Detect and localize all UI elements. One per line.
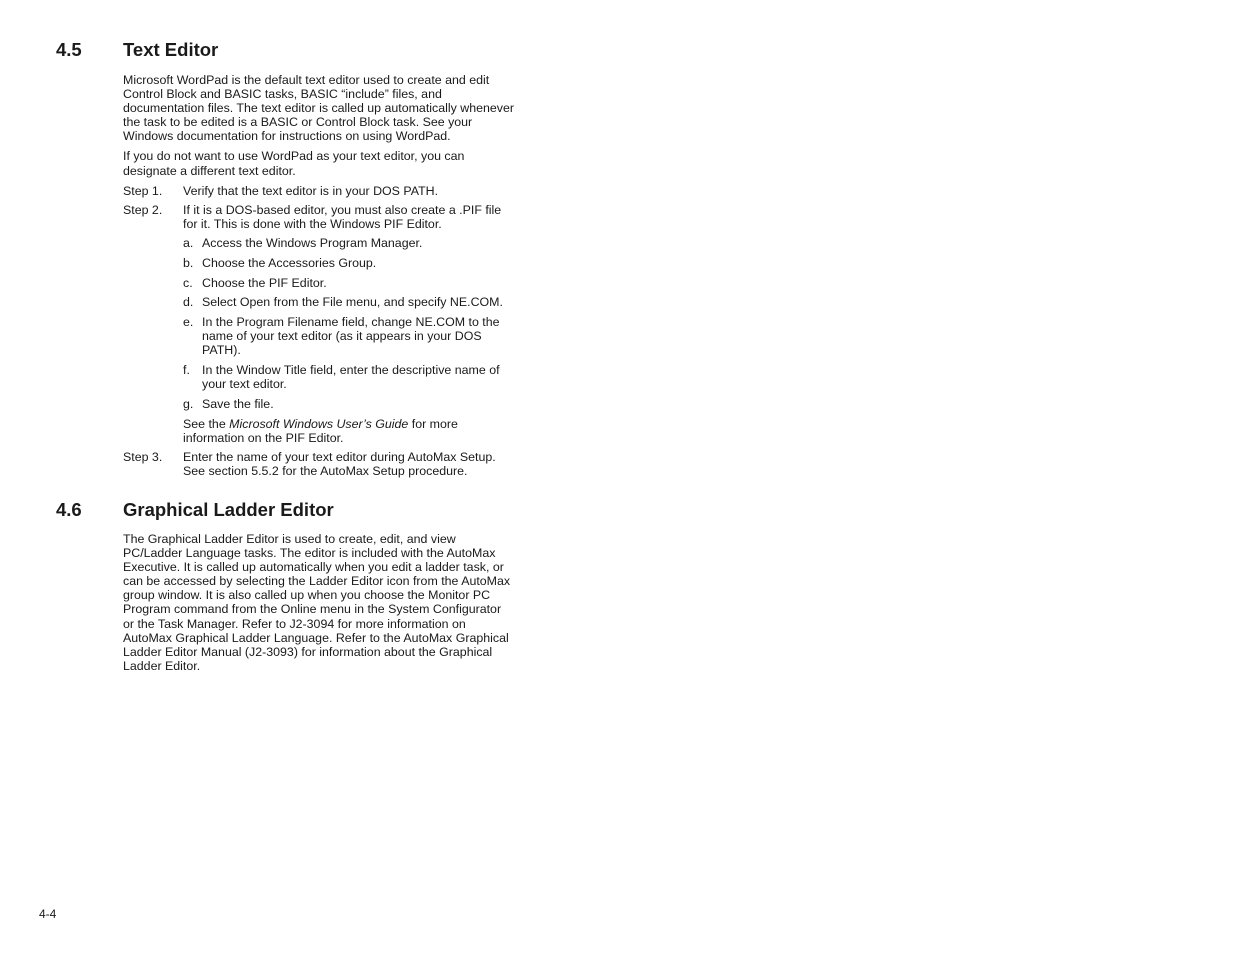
- substep-text: Select Open from the File menu, and specify NE.COM.: [202, 295, 503, 310]
- alternate-editor-paragraph: If you do not want to use WordPad as your text editor, you can designate a different text editor.: [123, 149, 465, 178]
- section-number: 4.6: [56, 499, 82, 520]
- substep-text: In the Program Filename field, change NE.COM to the name of your text editor (as it appears in your DOS PATH).: [202, 315, 500, 358]
- step-text: If it is a DOS-based editor, you must also create a .PIF file for it. This is done with the Windows PIF Editor.: [183, 202, 502, 231]
- step-3: [123, 450, 515, 478]
- reference-note: [183, 417, 515, 445]
- section-number: 4.5: [56, 39, 82, 60]
- substep-text: Save the file.: [202, 396, 274, 411]
- step-text: Verify that the text editor is in your DOS PATH.: [183, 183, 439, 198]
- substep-label: d.: [183, 295, 194, 310]
- ladder-editor-paragraph: The Graphical Ladder Editor is used to create, edit, and view PC/Ladder Language tasks. The editor is included with the AutoMax Executive. It is called up automatically when you edit a ladder task, or can be accessed by selecting the Ladder Editor icon from the AutoMax group window. It is also called up when you choose the Monitor PC Program command from the Online menu in the System Configurator or the Task Manager. Refer to J2-3094 for more information on AutoMax Graphical Ladder Language. Refer to the AutoMax Graphical Ladder Editor Manual (J2-3093) for information about the Graphical Ladder Editor.: [123, 532, 511, 673]
- substep-text: Choose the PIF Editor.: [202, 275, 327, 290]
- substep-label: a.: [183, 235, 194, 250]
- substep-g: [183, 397, 515, 411]
- note-prefix: See the: [183, 416, 230, 431]
- substep-label: g.: [183, 396, 194, 411]
- section-heading-4-5: [56, 37, 516, 63]
- section-body-4-6: [123, 532, 515, 679]
- note-suffix: for more information on the PIF Editor.: [183, 416, 458, 445]
- section-heading-4-6: [56, 497, 516, 523]
- step-label: Step 3.: [123, 449, 163, 464]
- step-2: [123, 203, 515, 445]
- step-1: [123, 184, 515, 198]
- guide-title: Microsoft Windows User’s Guide: [229, 416, 409, 431]
- substep-e: [183, 315, 515, 357]
- substep-label: c.: [183, 275, 193, 290]
- section-body-4-5: [123, 73, 515, 483]
- intro-paragraph: Microsoft WordPad is the default text editor used to create and edit Control Block and BASIC tasks, BASIC “include” files, and documentation files. The text editor is called up automatically whenever the task to be edited is a BASIC or Control Block task. See your Windows documentation for instructions on using WordPad.: [123, 73, 514, 144]
- substep-list: [183, 236, 515, 411]
- substep-c: [183, 276, 515, 290]
- substep-label: b.: [183, 255, 194, 270]
- substep-text: Choose the Accessories Group.: [202, 255, 377, 270]
- page-number: 4-4: [39, 907, 57, 921]
- section-title: Graphical Ladder Editor: [123, 499, 334, 520]
- substep-text: In the Window Title field, enter the descriptive name of your text editor.: [202, 363, 500, 392]
- step-text: Enter the name of your text editor during AutoMax Setup. See section 5.5.2 for the AutoMax Setup procedure.: [183, 449, 496, 478]
- substep-label: f.: [183, 363, 190, 378]
- step-label: Step 1.: [123, 183, 163, 198]
- substep-b: [183, 256, 515, 270]
- substep-a: [183, 236, 515, 250]
- section-title: Text Editor: [123, 39, 219, 60]
- step-label: Step 2.: [123, 202, 163, 217]
- substep-label: e.: [183, 315, 194, 330]
- substep-d: [183, 295, 515, 309]
- substep-f: [183, 363, 515, 391]
- substep-text: Access the Windows Program Manager.: [202, 235, 423, 250]
